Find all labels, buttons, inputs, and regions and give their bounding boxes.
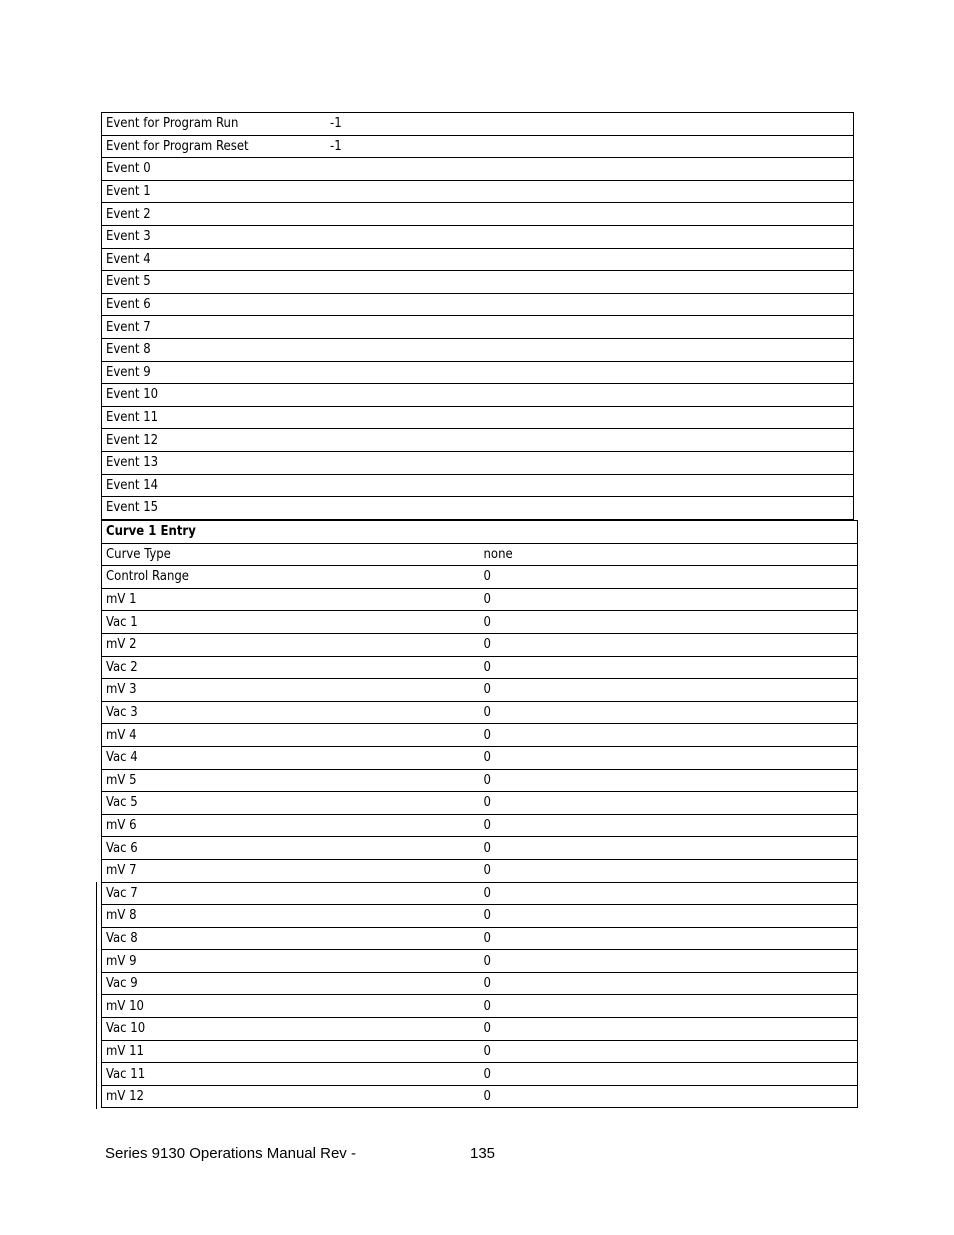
event-row-value — [326, 474, 854, 497]
event-row — [102, 429, 854, 452]
curve-row-value: none — [480, 543, 858, 566]
event-row — [102, 293, 854, 316]
curve-row-value: 0 — [480, 995, 858, 1018]
curve-row-label: Control Range — [102, 566, 480, 589]
curve-row-label: Vac 4 — [102, 746, 480, 769]
event-row — [102, 158, 854, 181]
curve-row — [102, 814, 858, 837]
curve-row-label: Vac 10 — [102, 1018, 480, 1041]
curve-row-label: mV 9 — [102, 950, 480, 973]
curve-row-label: Vac 9 — [102, 972, 480, 995]
event-row-label: Event 7 — [102, 316, 327, 339]
curve-row-label: mV 3 — [102, 679, 480, 702]
curve-row-label: mV 7 — [102, 859, 480, 882]
curve-row — [102, 882, 858, 905]
event-row-label: Event 8 — [102, 338, 327, 361]
curve-row-value: 0 — [480, 724, 858, 747]
curve-row-label: Vac 3 — [102, 701, 480, 724]
event-row — [102, 497, 854, 520]
curve-row — [102, 1040, 858, 1063]
curve-row-value: 0 — [480, 905, 858, 928]
event-row-label: Event 11 — [102, 406, 327, 429]
event-row-label: Event for Program Reset — [102, 135, 327, 158]
event-row-label: Event 5 — [102, 271, 327, 294]
event-row-value — [326, 293, 854, 316]
event-row-value — [326, 361, 854, 384]
curve-row-label: Vac 2 — [102, 656, 480, 679]
curve-row-value: 0 — [480, 792, 858, 815]
event-row-value — [326, 384, 854, 407]
curve-row-value: 0 — [480, 859, 858, 882]
event-row-value — [326, 158, 854, 181]
curve-row-label: mV 1 — [102, 588, 480, 611]
event-row — [102, 180, 854, 203]
curve-row-value: 0 — [480, 837, 858, 860]
event-row-value: -1 — [326, 135, 854, 158]
curve-row — [102, 724, 858, 747]
event-row-value — [326, 429, 854, 452]
curve-row-value: 0 — [480, 882, 858, 905]
curve-row-value: 0 — [480, 679, 858, 702]
curve-row-value: 0 — [480, 972, 858, 995]
curve-row — [102, 1085, 858, 1108]
event-row-label: Event 15 — [102, 497, 327, 520]
curve-row — [102, 611, 858, 634]
event-row — [102, 135, 854, 158]
event-row-value — [326, 248, 854, 271]
event-row — [102, 225, 854, 248]
event-row-label: Event 13 — [102, 451, 327, 474]
curve-row-value: 0 — [480, 566, 858, 589]
curve-row-label: Vac 7 — [102, 882, 480, 905]
event-row-label: Event 10 — [102, 384, 327, 407]
curve-row-value: 0 — [480, 950, 858, 973]
event-row-value — [326, 406, 854, 429]
curve-row-label: Curve Type — [102, 543, 480, 566]
event-row-label: Event 3 — [102, 225, 327, 248]
curve-row — [102, 905, 858, 928]
event-row-value — [326, 180, 854, 203]
curve-row — [102, 995, 858, 1018]
curve-row-value: 0 — [480, 1063, 858, 1086]
curve-row — [102, 950, 858, 973]
curve-row — [102, 656, 858, 679]
curve-row-value: 0 — [480, 1040, 858, 1063]
event-row-value — [326, 203, 854, 226]
event-row-label: Event for Program Run — [102, 113, 327, 136]
curve-row — [102, 566, 858, 589]
event-row-value — [326, 316, 854, 339]
event-row — [102, 113, 854, 136]
event-row-label: Event 6 — [102, 293, 327, 316]
event-row-value — [326, 225, 854, 248]
curve-row-label: Vac 8 — [102, 927, 480, 950]
event-row-value — [326, 497, 854, 520]
event-row-value — [326, 338, 854, 361]
curve-row-value: 0 — [480, 701, 858, 724]
event-row — [102, 248, 854, 271]
curve-row-label: mV 6 — [102, 814, 480, 837]
event-row — [102, 271, 854, 294]
event-row-label: Event 2 — [102, 203, 327, 226]
event-row — [102, 203, 854, 226]
curve-row-value: 0 — [480, 746, 858, 769]
curve-row-label: mV 12 — [102, 1085, 480, 1108]
event-row-value — [326, 271, 854, 294]
event-row — [102, 384, 854, 407]
event-row-label: Event 9 — [102, 361, 327, 384]
curve-row — [102, 633, 858, 656]
curve-row — [102, 701, 858, 724]
curve-row-value: 0 — [480, 588, 858, 611]
curve-entry-heading-row — [102, 521, 858, 544]
event-row — [102, 406, 854, 429]
events-table — [101, 112, 854, 520]
event-row-label: Event 4 — [102, 248, 327, 271]
table-left-rule — [96, 882, 97, 1109]
curve-row — [102, 1018, 858, 1041]
curve-row-value: 0 — [480, 927, 858, 950]
curve-row — [102, 1063, 858, 1086]
event-row — [102, 338, 854, 361]
curve-row — [102, 769, 858, 792]
curve-row-label: mV 2 — [102, 633, 480, 656]
footer-manual-title: Series 9130 Operations Manual Rev - — [105, 1145, 356, 1162]
event-row — [102, 361, 854, 384]
event-row-value: -1 — [326, 113, 854, 136]
curve-row — [102, 679, 858, 702]
event-row — [102, 451, 854, 474]
curve-row — [102, 792, 858, 815]
events-table-body — [102, 113, 854, 520]
curve-row — [102, 588, 858, 611]
curve-row-label: Vac 5 — [102, 792, 480, 815]
curve-row-label: Vac 11 — [102, 1063, 480, 1086]
curve-row-label: mV 5 — [102, 769, 480, 792]
curve-row-label: mV 11 — [102, 1040, 480, 1063]
curve-row-value: 0 — [480, 1085, 858, 1108]
curve-row — [102, 927, 858, 950]
curve-row-value: 0 — [480, 1018, 858, 1041]
curve-row — [102, 746, 858, 769]
event-row — [102, 316, 854, 339]
curve-row-value: 0 — [480, 656, 858, 679]
event-row-label: Event 1 — [102, 180, 327, 203]
curve-row-label: mV 8 — [102, 905, 480, 928]
event-row-label: Event 0 — [102, 158, 327, 181]
curve-row-label: Vac 1 — [102, 611, 480, 634]
curve-row — [102, 972, 858, 995]
event-row — [102, 474, 854, 497]
event-row-label: Event 12 — [102, 429, 327, 452]
event-row-value — [326, 451, 854, 474]
curve-row-label: mV 10 — [102, 995, 480, 1018]
curve-row-value: 0 — [480, 769, 858, 792]
event-row-label: Event 14 — [102, 474, 327, 497]
curve-row-value: 0 — [480, 633, 858, 656]
footer-page-number: 135 — [470, 1145, 496, 1162]
curve-row-value: 0 — [480, 814, 858, 837]
curve-row — [102, 837, 858, 860]
curve-entry-table-body — [102, 521, 858, 1108]
curve-row-value: 0 — [480, 611, 858, 634]
curve-row — [102, 543, 858, 566]
curve-row-label: Vac 6 — [102, 837, 480, 860]
curve-entry-table — [101, 520, 858, 1108]
curve-entry-heading: Curve 1 Entry — [102, 521, 858, 544]
curve-row-label: mV 4 — [102, 724, 480, 747]
curve-row — [102, 859, 858, 882]
